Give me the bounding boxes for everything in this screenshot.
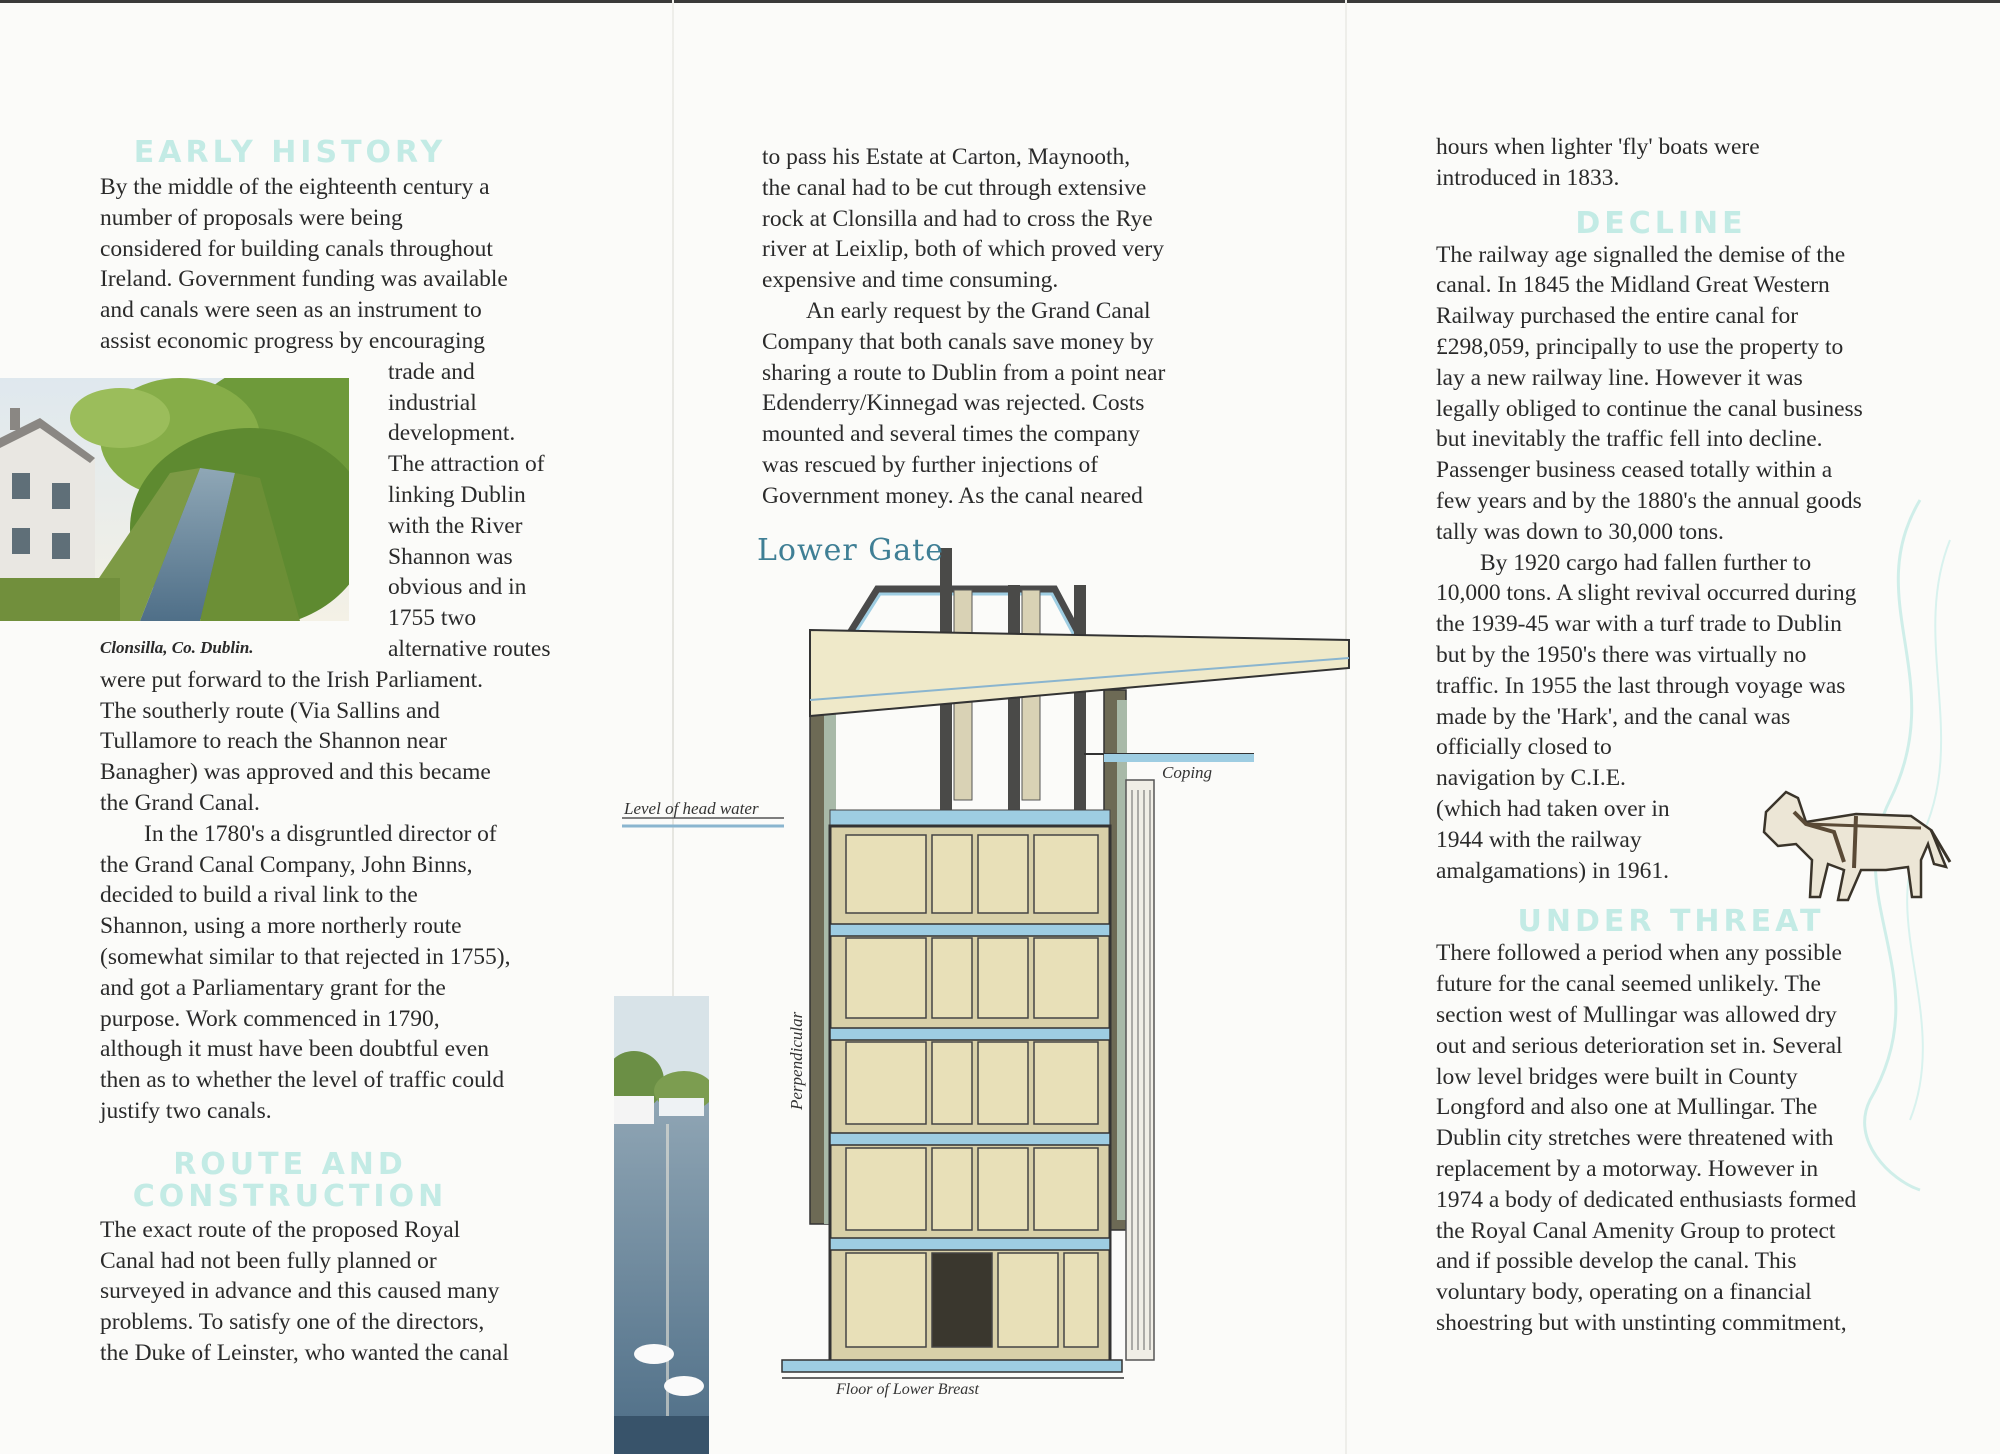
text-line: The attraction of xyxy=(388,451,545,478)
text-line: The exact route of the proposed Royal xyxy=(100,1216,461,1243)
text-line: Passenger business ceased totally within a xyxy=(1436,457,1833,484)
text-line: legally obliged to continue the canal business xyxy=(1436,395,1863,422)
text-line: By 1920 cargo had fallen further to xyxy=(1480,549,1812,576)
text-line: and if possible develop the canal. This xyxy=(1436,1248,1797,1275)
text-line: number of proposals were being xyxy=(100,204,403,231)
text-line: expensive and time consuming. xyxy=(762,267,1059,294)
text-line: assist economic progress by encouraging xyxy=(100,327,486,354)
paragraph-construction-3 xyxy=(762,296,1262,512)
text-line: obvious and in xyxy=(388,574,527,601)
text-line: Railway purchased the entire canal for xyxy=(1436,303,1799,330)
text-line: rock at Clonsilla and had to cross the Rye xyxy=(762,205,1153,232)
text-line: problems. To satisfy one of the directors, xyxy=(100,1309,485,1336)
text-line: navigation by C.I.E. xyxy=(1436,765,1626,792)
paragraph-construction-2 xyxy=(762,142,1262,296)
text-line: the Royal Canal Amenity Group to protect xyxy=(1436,1217,1836,1244)
text-line: low level bridges were built in County xyxy=(1436,1063,1798,1090)
text-line: An early request by the Grand Canal xyxy=(806,297,1151,324)
text-line: decided to build a rival link to the xyxy=(100,882,418,909)
text-line: Shannon was xyxy=(388,543,513,570)
heading-route: ROUTE AND xyxy=(173,1146,407,1182)
text-line: shoestring but with unstinting commitment, xyxy=(1436,1309,1847,1336)
text-line: the Grand Canal Company, John Binns, xyxy=(100,851,473,878)
heading-early-history: EARLY HISTORY xyxy=(133,135,447,170)
text-line: traffic. In 1955 the last through voyage was xyxy=(1436,672,1846,699)
text-line: There followed a period when any possible xyxy=(1436,940,1842,967)
horse-icon xyxy=(1736,772,1956,912)
text-line: made by the 'Hark', and the canal was xyxy=(1436,703,1791,730)
text-line: Government money. As the canal neared xyxy=(762,482,1143,509)
text-line: By the middle of the eighteenth century a xyxy=(100,174,490,200)
text-line: sharing a route to Dublin from a point near xyxy=(762,359,1166,386)
heading-decline: DECLINE xyxy=(1575,205,1747,241)
column-early-history xyxy=(100,133,600,1369)
text-line: Company that both canals save money by xyxy=(762,328,1154,355)
text-line: 10,000 tons. A slight revival occurred during xyxy=(1436,580,1857,607)
photo-clonsilla-canal xyxy=(0,378,349,621)
text-line: the canal had to be cut through extensive xyxy=(762,174,1147,201)
text-line: and got a Parliamentary grant for the xyxy=(100,974,446,1001)
text-line: linking Dublin xyxy=(388,481,526,508)
text-line: with the River xyxy=(388,512,523,539)
diagram-title: Lower Gate xyxy=(757,533,944,568)
text-line: river at Leixlip, both of which proved very xyxy=(762,236,1164,263)
text-line: Shannon, using a more northerly route xyxy=(100,913,462,940)
text-line: introduced in 1833. xyxy=(1436,164,1620,191)
text-line: replacement by a motorway. However in xyxy=(1436,1155,1819,1182)
text-line: although it must have been doubtful even xyxy=(100,1036,489,1063)
text-line: industrial xyxy=(388,389,477,416)
text-line: In the 1780's a disgruntled director of xyxy=(144,820,497,847)
text-line: were put forward to the Irish Parliament. xyxy=(100,666,484,693)
text-line: considered for building canals throughout xyxy=(100,235,493,262)
text-line: out and serious deterioration set in. Several xyxy=(1436,1032,1843,1059)
text-line: future for the canal seemed unlikely. The xyxy=(1436,971,1821,998)
text-line: Dublin city stretches were threatened with xyxy=(1436,1125,1834,1152)
text-line: few years and by the 1880's the annual goods xyxy=(1436,487,1862,514)
text-line: the 1939-45 war with a turf trade to Dublin xyxy=(1436,611,1842,638)
text-line: but inevitably the traffic fell into decline. xyxy=(1436,426,1823,453)
text-line: but by the 1950's there was virtually no xyxy=(1436,641,1807,668)
text-line: Edenderry/Kinnegad was rejected. Costs xyxy=(762,390,1145,417)
label-coping: Coping xyxy=(1162,763,1213,782)
text-line: 1944 with the railway xyxy=(1436,826,1642,853)
text-line: Longford and also one at Mullingar. The xyxy=(1436,1094,1818,1121)
text-line: then as to whether the level of traffic could xyxy=(100,1067,505,1094)
text-line: trade and xyxy=(388,358,475,385)
text-line: £298,059, principally to use the property to xyxy=(1436,333,1844,360)
text-line: Ireland. Government funding was available xyxy=(100,266,508,293)
text-line: Tullamore to reach the Shannon near xyxy=(100,728,447,755)
column-construction-cont xyxy=(762,142,1262,512)
text-line: (somewhat similar to that rejected in 1755), xyxy=(100,943,511,970)
label-floor: Floor of Lower Breast xyxy=(836,1381,979,1398)
text-line: canal. In 1845 the Midland Great Western xyxy=(1436,272,1830,299)
paragraph-fly-boats xyxy=(1436,132,1926,194)
paragraph-route-1 xyxy=(100,1215,600,1369)
text-line: tally was down to 30,000 tons. xyxy=(1436,518,1724,545)
text-line: The southerly route (Via Sallins and xyxy=(100,697,440,724)
text-line: 1755 two xyxy=(388,605,477,632)
text-line: was rescued by further injections of xyxy=(762,451,1099,478)
text-line: 1974 a body of dedicated enthusiasts formed xyxy=(1436,1186,1857,1213)
text-line: (which had taken over in xyxy=(1436,795,1670,822)
text-line: and canals were seen as an instrument to xyxy=(100,297,482,324)
heading-construction: CONSTRUCTION xyxy=(132,1178,448,1214)
photo-canal-swans xyxy=(614,996,709,1454)
text-line: the Duke of Leinster, who wanted the canal xyxy=(100,1339,509,1366)
heading-under-threat: UNDER THREAT xyxy=(1517,904,1825,940)
text-line: voluntary body, operating on a financial xyxy=(1436,1279,1812,1306)
text-line: officially closed to xyxy=(1436,734,1612,761)
text-line: justify two canals. xyxy=(100,1097,272,1124)
text-line: hours when lighter 'fly' boats were xyxy=(1436,134,1760,160)
lower-gate-diagram xyxy=(614,530,1354,1454)
text-line: surveyed in advance and this caused many xyxy=(100,1278,500,1305)
text-line: to pass his Estate at Carton, Maynooth, xyxy=(762,144,1131,170)
text-line: mounted and several times the company xyxy=(762,421,1140,448)
label-head-water: Level of head water xyxy=(624,799,759,818)
text-line: The railway age signalled the demise of the xyxy=(1436,241,1846,268)
text-line: development. xyxy=(388,420,516,447)
text-line: alternative routes xyxy=(388,635,551,662)
text-line: the Grand Canal. xyxy=(100,789,260,816)
label-perpendicular: Perpendicular xyxy=(787,1011,806,1110)
photo-caption: Clonsilla, Co. Dublin. xyxy=(100,638,254,657)
scan-top-edge xyxy=(0,0,2000,3)
paragraph-early-2 xyxy=(100,819,600,1127)
text-line: section west of Mullingar was allowed dry xyxy=(1436,1001,1837,1028)
text-line: Banagher) was approved and this became xyxy=(100,759,491,786)
text-line: purpose. Work commenced in 1790, xyxy=(100,1005,440,1032)
text-line: lay a new railway line. However it was xyxy=(1436,364,1803,391)
text-line: Canal had not been fully planned or xyxy=(100,1247,437,1274)
text-line: amalgamations) in 1961. xyxy=(1436,857,1669,884)
